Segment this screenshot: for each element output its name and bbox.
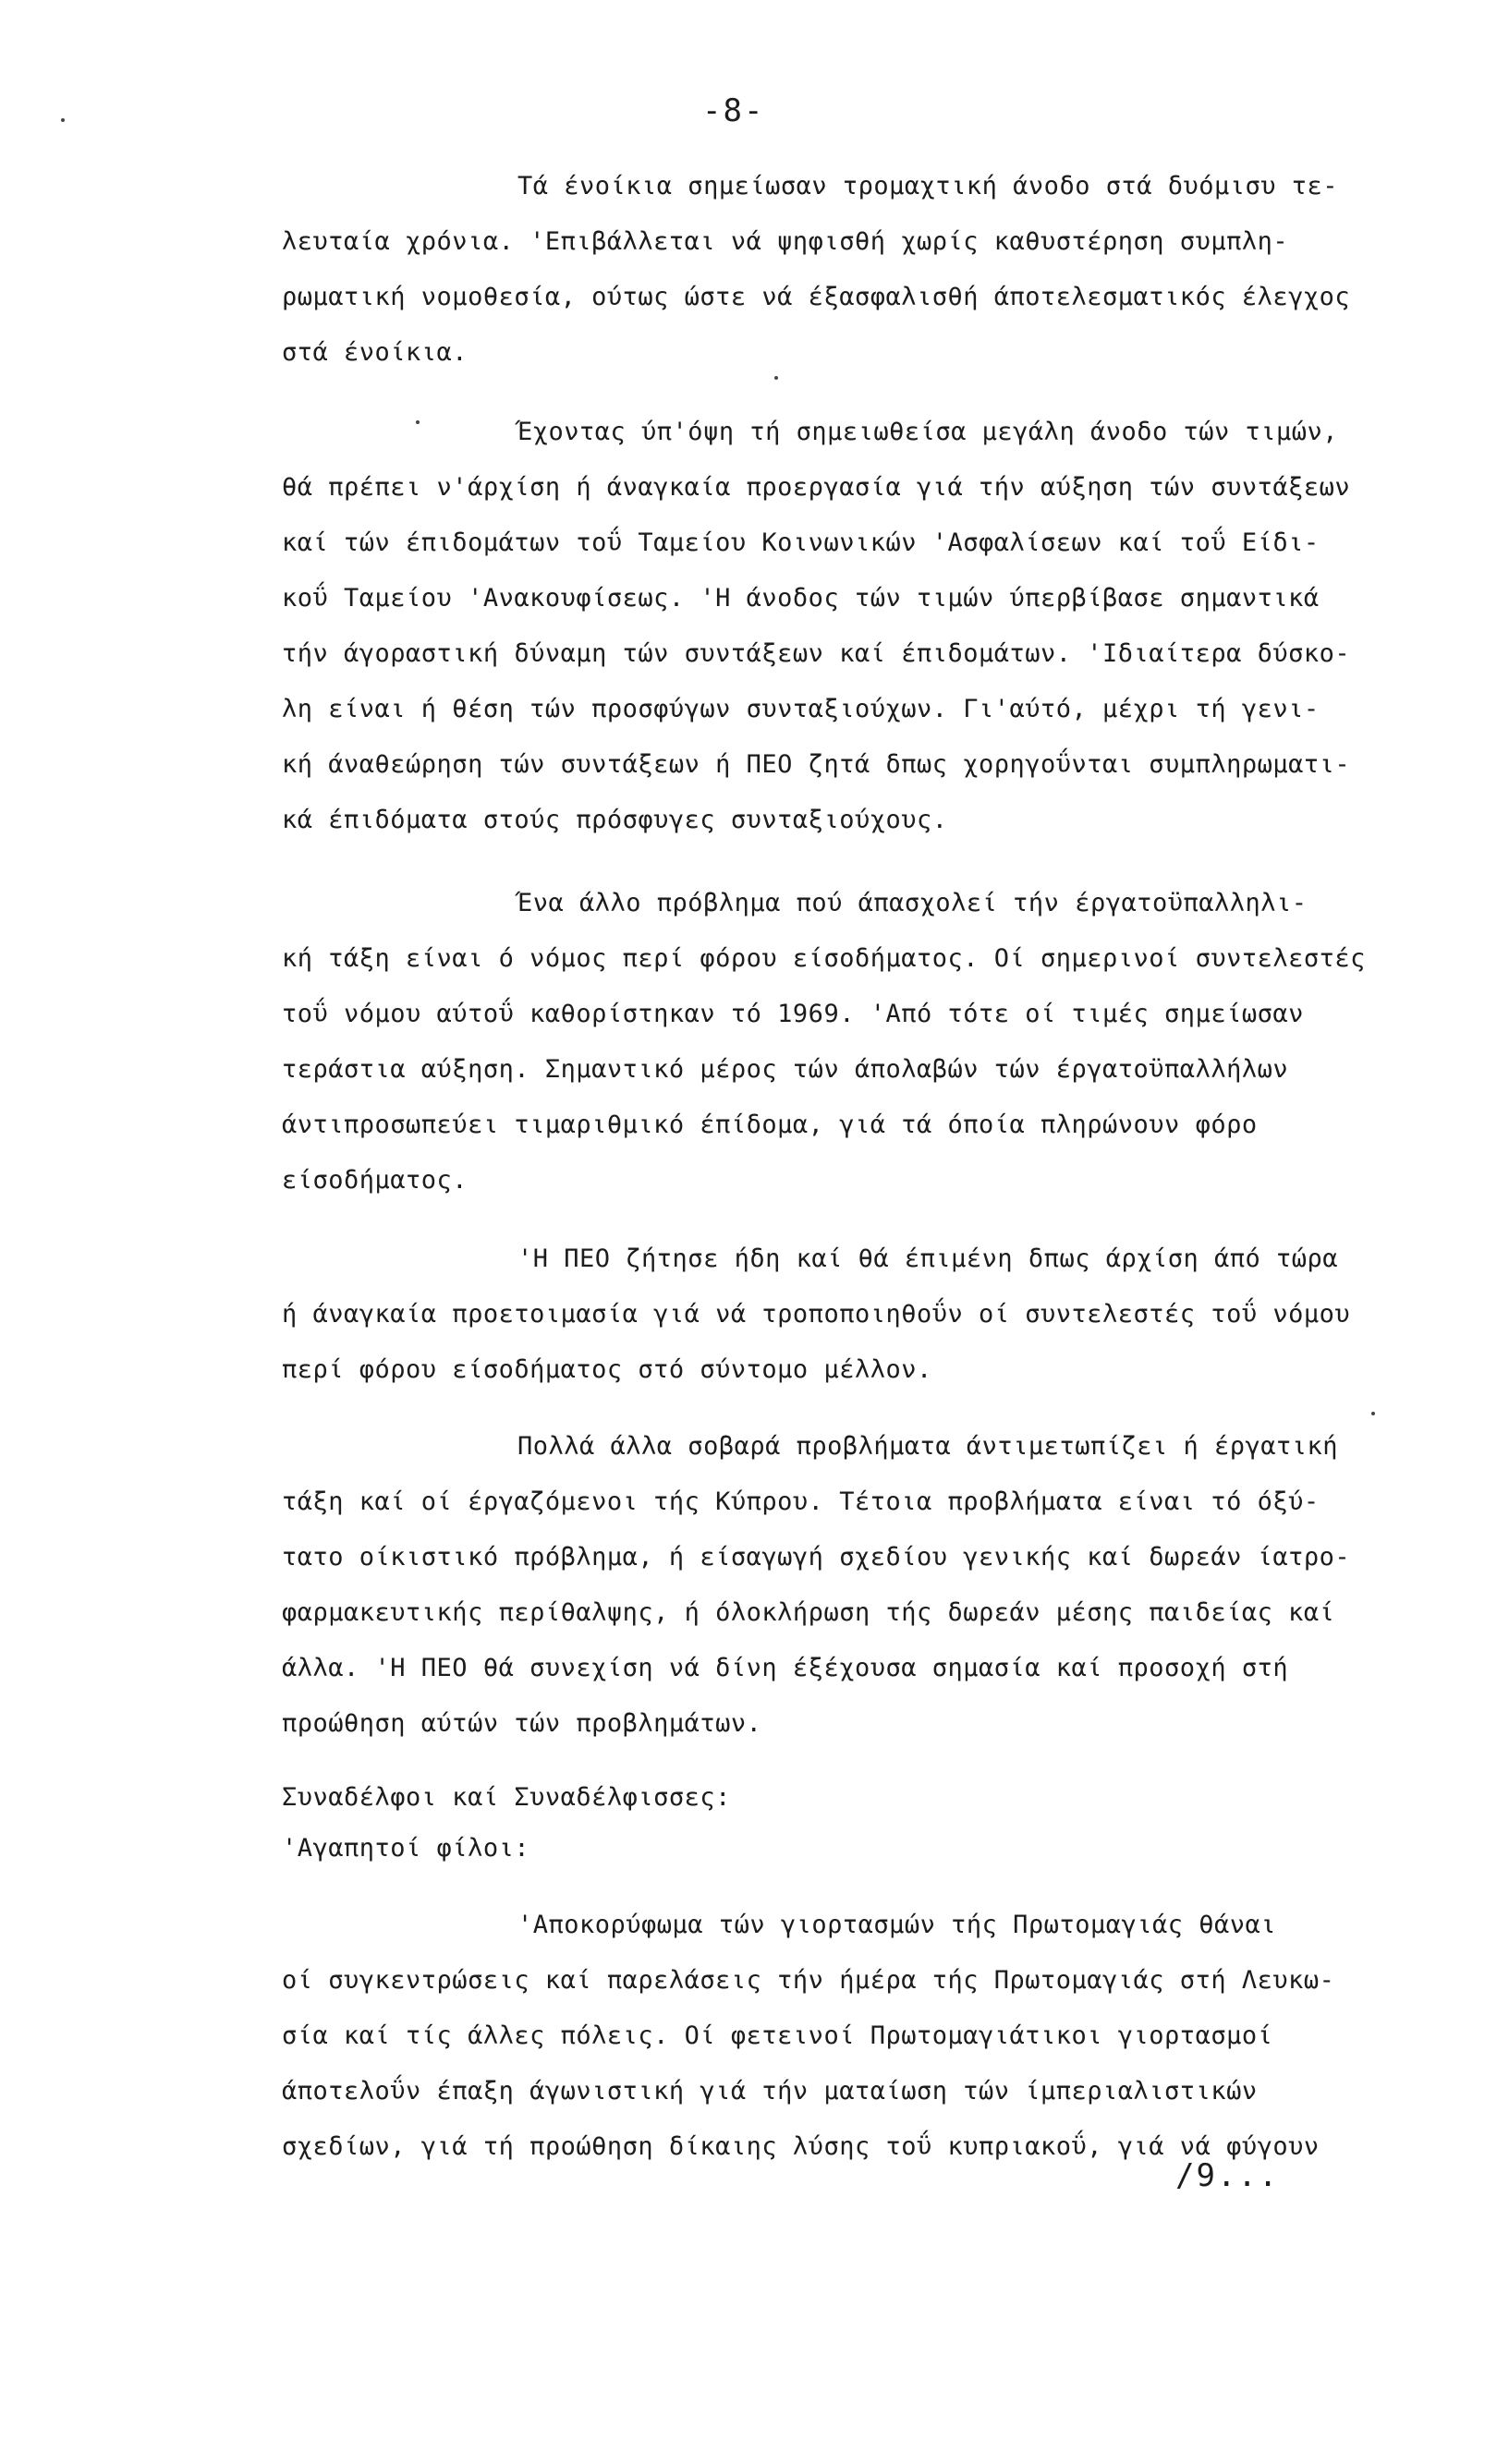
text-line: καί τών έπιδομάτων τοΰ Ταμείου Κοινωνικών 'Ασφαλίσεων καί τοΰ Είδι- [282,528,1320,557]
text-line: είσοδήματος. [282,1166,469,1195]
text-line: Τά ένοίκια σημείωσαν τρομαχτική άνοδο στά δυόμισυ τε- [517,172,1339,200]
text-line: τάξη καί οί έργαζόμενοι τής Κύπρου. Τέτοια προβλήματα είναι τό όξύ- [282,1487,1320,1516]
text-line: 'Αποκορύφωμα τών γιορτασμών τής Πρωτομαγιάς θάναι [517,1911,1277,1939]
scan-speck [774,376,778,380]
text-line: λευταία χρόνια. 'Επιβάλλεται νά ψηφισθή χωρίς καθυστέρηση συμπλη- [282,227,1289,256]
text-line: τοΰ νόμου αύτοΰ καθορίστηκαν τό 1969. 'Από τότε οί τιμές σημείωσαν [282,1000,1304,1028]
continuation-marker: /9... [1175,2157,1280,2194]
text-line: άντιπροσωπεύει τιμαριθμικό έπίδομα, γιά τά όποία πληρώνουν φόρο [282,1111,1258,1139]
text-line: κά έπιδόματα στούς πρόσφυγες συνταξιούχους. [282,806,948,834]
text-line: θά πρέπει ν'άρχίση ή άναγκαία προεργασία γιά τήν αύξηση τών συντάξεων [282,473,1351,502]
text-line: 'Η ΠΕΟ ζήτησε ήδη καί θά έπιμένη δπως άρχίση άπό τώρα [517,1244,1339,1273]
scan-speck [61,118,65,122]
text-line: τεράστια αύξηση. Σημαντικό μέρος τών άπολαβών τών έργατοϋπαλλήλων [282,1055,1289,1084]
scan-speck [416,420,420,424]
text-line: κοΰ Ταμείου 'Ανακουφίσεως. 'Η άνοδος τών τιμών ύπερβίβασε σημαντικά [282,584,1320,613]
text-line: στά ένοίκια. [282,338,469,367]
scan-speck [1371,1412,1375,1415]
text-line: Ένα άλλο πρόβλημα πού άπασχολεί τήν έργατοϋπαλληλι- [517,889,1308,917]
text-line: προώθηση αύτών τών προβλημάτων. [282,1709,762,1738]
text-line: κή άναθεώρηση τών συντάξεων ή ΠΕΟ ζητά δπως χορηγοΰνται συμπληρωματι- [282,750,1351,779]
text-line: τατο οίκιστικό πρόβλημα, ή είσαγωγή σχεδίου γενικής καί δωρεάν ίατρο- [282,1543,1351,1572]
salutation-line: Συναδέλφοι καί Συναδέλφισσες: [282,1783,731,1812]
text-line: άλλα. 'Η ΠΕΟ θά συνεχίση νά δίνη έξέχουσα σημασία καί προσοχή στή [282,1654,1289,1682]
text-line: τήν άγοραστική δύναμη τών συντάξεων καί έπιδομάτων. 'Ιδιαίτερα δύσκο- [282,639,1351,668]
text-line: λη είναι ή θέση τών προσφύγων συνταξιούχων. Γι'αύτό, μέχρι τή γενι- [282,695,1320,723]
page-number: -8- [702,92,765,129]
text-line: άποτελοΰν έπαξη άγωνιστική γιά τήν ματαίωση τών ίμπεριαλιστικών [282,2077,1258,2106]
text-line: φαρμακευτικής περίθαλψης, ή όλοκλήρωση τής δωρεάν μέσης παιδείας καί [282,1598,1335,1627]
text-line: Πολλά άλλα σοβαρά προβλήματα άντιμετωπίζει ή έργατική [517,1432,1339,1461]
text-line: κή τάξη είναι ό νόμος περί φόρου είσοδήματος. Οί σημερινοί συντελεστές [282,944,1366,973]
text-line: σία καί τίς άλλες πόλεις. Οί φετεινοί Πρωτομαγιάτικοι γιορτασμοί [282,2021,1273,2050]
text-line: σχεδίων, γιά τή προώθηση δίκαιης λύσης τοΰ κυπριακοΰ, γιά νά φύγουν [282,2132,1320,2161]
text-line: Έχοντας ύπ'όψη τή σημειωθείσα μεγάλη άνοδο τών τιμών, [517,418,1339,446]
text-line: οί συγκεντρώσεις καί παρελάσεις τήν ήμέρα τής Πρωτομαγιάς στή Λευκω- [282,1966,1335,1995]
salutation-line: 'Αγαπητοί φίλοι: [282,1834,530,1863]
text-line: περί φόρου είσοδήματος στό σύντομο μέλλον. [282,1355,932,1384]
text-line: ή άναγκαία προετοιμασία γιά νά τροποποιηθοΰν οί συντελεστές τοΰ νόμου [282,1300,1351,1329]
text-line: ρωματική νομοθεσία, ούτως ώστε νά έξασφαλισθή άποτελεσματικός έλεγχος [282,283,1351,311]
